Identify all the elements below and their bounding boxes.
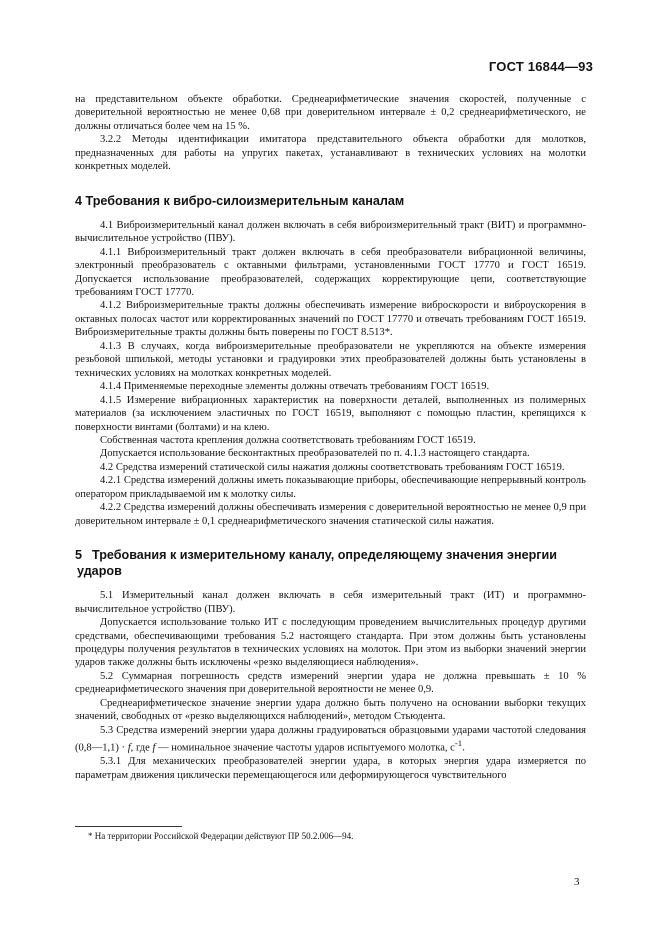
clause-4-1-3: 4.1.3 В случаях, когда виброизмерительные преобразователи не укрепляются на объекте измерения резьбовой шпилькой, методы установки и градуировки этих преобразователей должны быть установлены в технических условиях на молотках конкретных моделей. <box>75 340 586 379</box>
clause-4-1-5-contactless: Допускается использование бесконтактных преобразователей по п. 4.1.3 настоящего стандарта. <box>100 448 530 460</box>
clause-5-1-allowance: Допускается использование только ИТ с последующим проведением вычислительных процедур другими средствами, обеспечивающими требования 5.2 настоящего стандарта. При этом должны быть установлены процедуры получения результатов в технических условиях на молоток. При этом из выборки значений энергии ударов также должны быть исключены «резко выделяющиеся наблюдения». <box>75 617 586 669</box>
clause-5-3-text-b: , где <box>130 742 150 754</box>
clause-5-3 <box>75 724 586 755</box>
clause-5-3-text-c: — номинальное значение частоты ударов испытуемого молотка, с <box>158 742 455 754</box>
clause-4-1: 4.1 Виброизмерительный канал должен включать в себя виброизмерительный тракт (ВИТ) и программно-вычислительное устройство (ПВУ). <box>75 219 586 245</box>
clause-4-1-1: 4.1.1 Виброизмерительный тракт должен включать в себя преобразователи вибрационной величины, электронный преобразователь с октавными фильтрами, установленными ГОСТ 17770 и ГОСТ 16519. Допускается использование преобразователей, содержащих корректирующие цепи, соответствующие требованиям ГОСТ 17770. <box>75 246 586 298</box>
clause-5-2-mean: Среднеарифметическое значение энергии удара должно быть получено на основании выборки текущих значений, свободных от «резко выделяющихся наблюдений», методом Стьюдента. <box>75 697 586 723</box>
page-number: 3 <box>574 876 580 888</box>
clause-4-2-2: 4.2.2 Средства измерений должны обеспечивать измерения с доверительной вероятностью не менее 0,9 при доверительном интервале ± 0,1 среднеарифметического значения статической силы нажатия. <box>75 502 586 527</box>
clause-5-2: 5.2 Суммарная погрешность средств измерений энергии удара не должна превышать ± 10 % среднеарифметического значения при доверительной вероятности не менее 0,9. <box>75 670 586 696</box>
section-5-title-line2: ударов <box>77 564 122 579</box>
clause-5-3-text-a: 5.3 Средства измерений энергии удара должны градуироваться образцовыми ударами частотой следования (0,8—1,1) · <box>75 724 586 754</box>
clause-4-1-5-frequency: Собственная частота крепления должна соответствовать требованиям ГОСТ 16519. <box>100 434 476 446</box>
footnote: * На территории Российской Федерации действуют ПР 50.2.006—94. <box>88 831 354 841</box>
clause-4-1-2: 4.1.2 Виброизмерительные тракты должны обеспечивать измерение виброскорости и виброускорения в октавных полосах частот или корректированных значений по ГОСТ 17770 и отвечать требованиям ГОСТ 16519. Виброизмерительные тракты должны быть поверены по ГОСТ 8.513*. <box>75 300 586 339</box>
page-body <box>75 93 586 782</box>
unit-exponent: -1 <box>454 738 463 749</box>
frequency-symbol: f <box>127 742 131 754</box>
frequency-symbol: f <box>152 742 156 754</box>
clause-4-1-4: 4.1.4 Применяемые переходные элементы должны отвечать требованиям ГОСТ 16519. <box>100 381 490 393</box>
clause-4-1-5: 4.1.5 Измерение вибрационных характеристик на поверхности деталей, выполненных из полимерных материалов (за исключением эластичных по ГОСТ 16519, выполняют с помощью пластин, крепящихся к поверхности винтами (болтами) и на клею. <box>75 394 586 433</box>
section-5-title-line1: Требования к измерительному каналу, определяющему значения энергии <box>92 548 558 563</box>
clause-5-1: 5.1 Измерительный канал должен включать в себя измерительный тракт (ИТ) и программно-вычислительное устройство (ПВУ). <box>75 590 586 615</box>
paragraph-continued: на представительном объекте обработки. Среднеарифметические значения скоростей, полученные с доверительной вероятностью не менее 0,68 при доверительном интервале ± 0,2 среднеарифметического, не должны отличаться более чем на 15 %. <box>75 94 586 132</box>
clause-4-2-1: 4.2.1 Средства измерений должны иметь показывающие приборы, обеспечивающие непрерывный контроль оператором прикладываемой им к молотку силы. <box>75 475 586 500</box>
standard-number: ГОСТ 16844—93 <box>488 59 593 74</box>
clause-5-3-text-d: . <box>462 742 465 754</box>
clause-4-2: 4.2 Средства измерений статической силы нажатия должны соответствовать требованиям ГОСТ 16519. <box>100 461 565 473</box>
section-4-heading: 4 Требования к вибро-силоизмерительным каналам <box>75 193 405 208</box>
footnote-separator <box>75 826 182 827</box>
section-5-heading <box>75 547 586 579</box>
clause-3-2-2: 3.2.2 Методы идентификации имитатора представительного объекта обработки для молотков, предназначенных для работы на упругих пакетах, устанавливают в технических условиях на молотки конкретных моделей. <box>75 134 586 173</box>
clause-5-3-1: 5.3.1 Для механических преобразователей энергии удара, в которых энергия удара измеряется по параметрам движения циклически перемещающегося или деформирующегося чувствительного <box>75 756 586 781</box>
section-5-number: 5 <box>75 548 83 563</box>
